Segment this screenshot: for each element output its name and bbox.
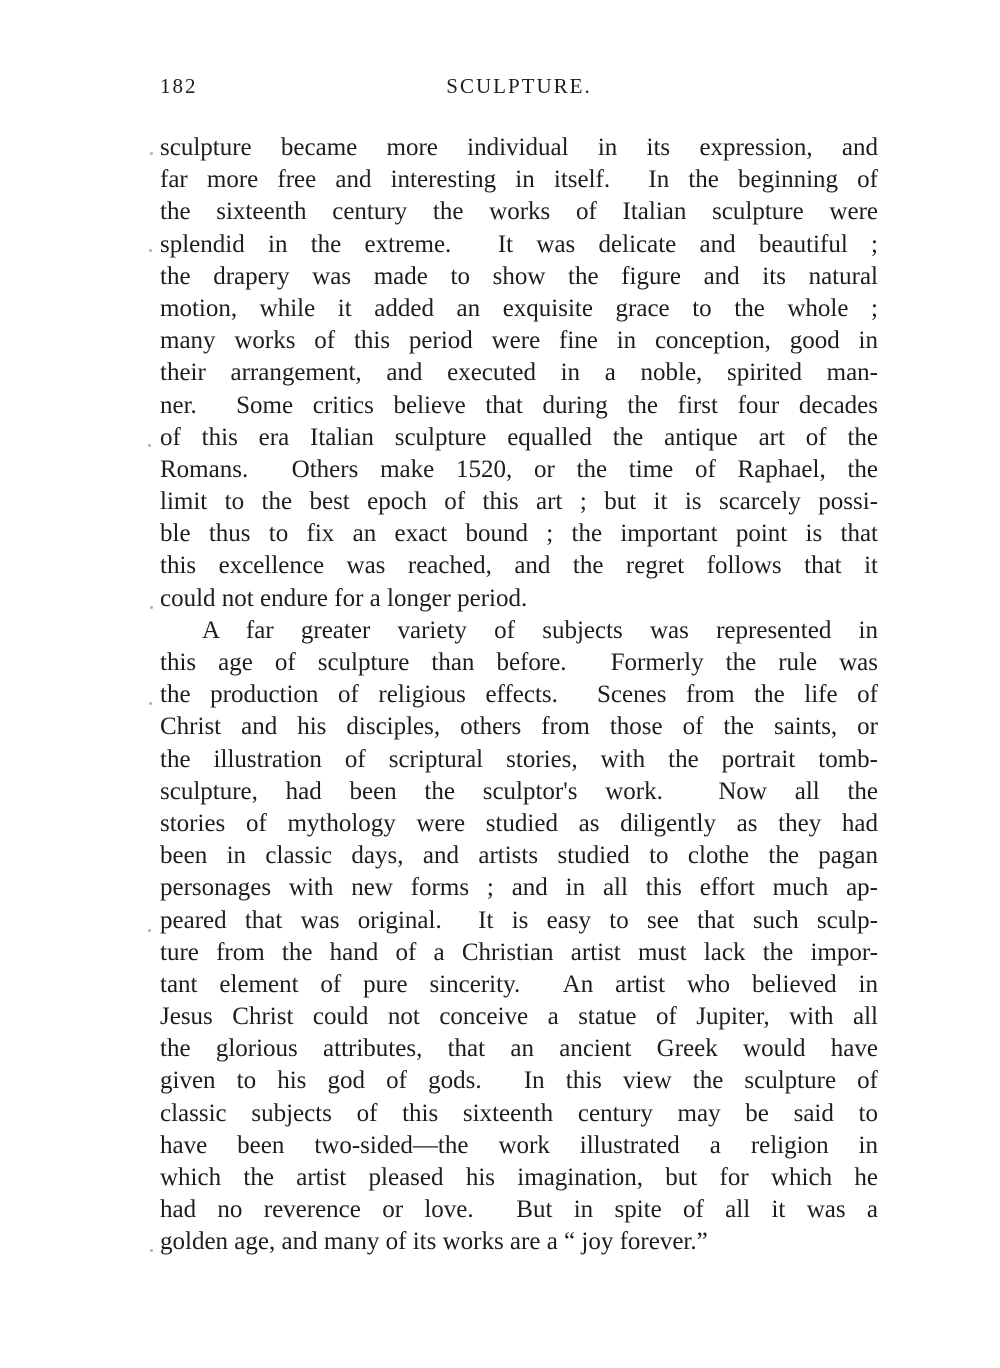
scan-speck — [150, 1249, 153, 1252]
text-line: ture from the hand of a Christian artist must lack the impor- — [160, 938, 878, 966]
scan-speck — [149, 702, 152, 705]
text-line: have been two-sided—the work illustrated a religion in — [160, 1131, 878, 1159]
text-line: their arrangement, and executed in a noble, spirited man- — [160, 359, 878, 387]
text-line: sculpture became more individual in its expression, and — [160, 134, 878, 161]
text-line: limit to the best epoch of this art ; but it is scarcely possi- — [160, 488, 878, 516]
paragraph — [160, 615, 878, 1259]
text-line: this age of sculpture than before. Formerly the rule was — [160, 649, 878, 676]
scan-speck — [150, 606, 153, 609]
text-line: the drapery was made to show the figure and its natural — [160, 262, 878, 290]
text-line: tant element of pure sincerity. An artist who believed in — [160, 970, 878, 998]
scan-speck — [148, 929, 151, 932]
text-line: of this era Italian sculpture equalled the antique art of the — [160, 423, 878, 451]
page-number: 182 — [160, 74, 198, 98]
text-line: given to his god of gods. In this view the sculpture of — [160, 1067, 878, 1095]
text-line: classic subjects of this sixteenth century may be said to — [160, 1099, 878, 1127]
scan-speck — [149, 249, 152, 252]
text-line: the illustration of scriptural stories, with the portrait tomb- — [160, 745, 878, 773]
text-line: splendid in the extreme. It was delicate and beautiful ; — [160, 230, 878, 258]
text-line: golden age, and many of its works are a “ joy forever.” — [160, 1228, 708, 1256]
text-line: the production of religious effects. Scenes from the life of — [160, 681, 878, 709]
text-line: Jesus Christ could not conceive a statue of Jupiter, with all — [160, 1003, 878, 1031]
text-line: far more free and interesting in itself. In the beginning of — [160, 166, 878, 194]
text-line: motion, while it added an exquisite grace to the whole ; — [160, 294, 878, 322]
text-line: ble thus to fix an exact bound ; the important point is that — [160, 520, 878, 548]
text-line: the glorious attributes, that an ancient Greek would have — [160, 1035, 878, 1063]
text-line: sculpture, had been the sculptor's work. Now all the — [160, 777, 878, 805]
text-line: could not endure for a longer period. — [160, 584, 528, 612]
text-line: stories of mythology were studied as diligently as they had — [160, 809, 878, 837]
body-text-block — [160, 132, 878, 1259]
scan-speck — [148, 444, 151, 447]
text-line: this excellence was reached, and the regret follows that it — [160, 552, 878, 580]
running-header — [160, 74, 878, 102]
text-line: peared that was original. It is easy to see that such sculp- — [160, 906, 878, 934]
paragraph — [160, 132, 878, 615]
text-line: ner. Some critics believe that during the first four decades — [160, 391, 878, 419]
text-line: Romans. Others make 1520, or the time of Raphael, the — [160, 455, 878, 483]
text-line: many works of this period were fine in conception, good in — [160, 327, 878, 355]
text-line: the sixteenth century the works of Italian sculpture were — [160, 198, 878, 226]
running-head-title: SCULPTURE. — [446, 74, 592, 98]
text-line: personages with new forms ; and in all this effort much ap- — [160, 874, 878, 902]
text-line: A far greater variety of subjects was represented in — [202, 616, 878, 644]
text-line: been in classic days, and artists studied to clothe the pagan — [160, 842, 878, 870]
text-line: which the artist pleased his imagination, but for which he — [160, 1164, 878, 1191]
text-line: Christ and his disciples, others from those of the saints, or — [160, 713, 878, 741]
text-line: had no reverence or love. But in spite of all it was a — [160, 1196, 878, 1224]
scan-speck — [150, 152, 153, 155]
